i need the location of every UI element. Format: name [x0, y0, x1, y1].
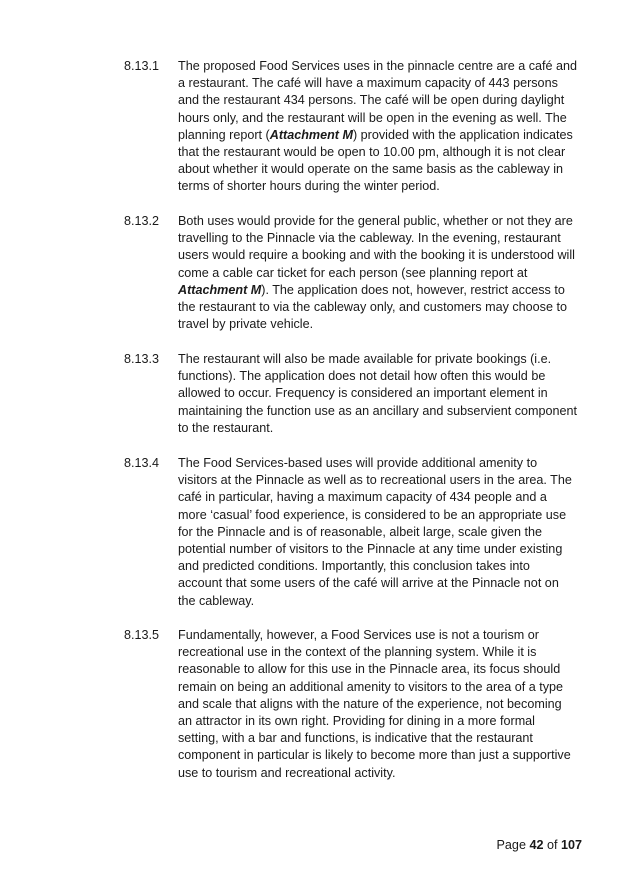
text-line: that the restaurant would be open to 10.00 pm, although it is not clear: [178, 145, 566, 160]
text-line: account that some users of the café will arrive at the Pinnacle not on: [178, 576, 559, 591]
text-line: the cableway.: [178, 593, 255, 608]
text-line: setting, with a bar and functions, is indicative that the restaurant: [178, 731, 533, 746]
text-line: use to tourism and recreational activity.: [178, 765, 396, 780]
text-line: component in particular is likely to become more than just a supportive: [178, 748, 571, 763]
text-line: functions). The application does not detail how often this would be: [178, 369, 546, 384]
text-line: come a cable car ticket for each person (see planning report at: [178, 265, 528, 280]
text-line: users would require a booking and with the booking it is understood will: [178, 248, 575, 263]
page-label: Page: [496, 838, 530, 852]
text-line: hours only, and the restaurant will be open in the evening as well. The: [178, 110, 567, 125]
text-line: a restaurant. The café will have a maximum capacity of 443 persons: [178, 76, 558, 91]
text-line: The restaurant will also be made available for private bookings (i.e.: [178, 352, 552, 366]
text-line: travelling to the Pinnacle via the cableway. In the evening, restaurant: [178, 231, 561, 246]
text-line: reasonable to allow for this use in the Pinnacle area, its focus should: [178, 662, 561, 677]
paragraph-number: 8.13.1: [124, 59, 160, 73]
paragraph-text: [178, 58, 578, 196]
text-line: potential number of visitors to the Pinnacle at any time under existing: [178, 542, 563, 557]
paragraph-text: [178, 351, 578, 437]
text-line: Fundamentally, however, a Food Services use is not a tourism or: [178, 628, 539, 642]
text-line: and predicted conditions. Importantly, this conclusion takes into: [178, 559, 530, 574]
paragraph-number: 8.13.3: [124, 352, 160, 366]
text-line: more ‘casual’ food experience, is considered to be an appropriate use: [178, 507, 567, 522]
total-pages: 107: [560, 838, 582, 852]
paragraph-text: [178, 455, 578, 610]
paragraph-number: 8.13.5: [124, 628, 160, 642]
page-number: 42: [529, 838, 544, 852]
text-line: and scale that aligns with the nature of the experience, not becoming: [178, 696, 562, 711]
text-line: The proposed Food Services uses in the pinnacle centre are a café and: [178, 59, 578, 73]
text-line: travel by private vehicle.: [178, 317, 314, 332]
attachment-reference: Attachment M: [178, 282, 262, 297]
text-line: for the Pinnacle and is of reasonable, albeit large, scale given the: [178, 524, 543, 539]
text-line: Attachment M). The application does not, however, restrict access to: [178, 282, 565, 297]
text-line: visitors at the Pinnacle as well as to recreational users in the area. The: [178, 473, 572, 488]
text-line: about whether it would operate on the same basis as the cableway in: [178, 162, 564, 177]
text-line: an attractor in its own right. Providing for dining in a more formal: [178, 714, 535, 729]
text-line: remain on being an additional amenity to visitors to the area of a type: [178, 679, 564, 694]
text-line: recreational use in the context of the planning system. While it is: [178, 645, 537, 660]
text-line: Both uses would provide for the general public, whether or not they are: [178, 214, 573, 228]
text-line: the restaurant to via the cableway only, and customers may choose to: [178, 300, 567, 315]
of-label: of: [543, 838, 561, 852]
paragraph-text: [178, 213, 578, 333]
paragraph-number: 8.13.4: [124, 456, 160, 470]
text-line: terms of shorter hours during the winter period.: [178, 179, 440, 194]
page-number-footer: [497, 837, 582, 853]
text-line: to the restaurant.: [178, 420, 274, 435]
paragraph-text: [178, 627, 578, 782]
attachment-reference: Attachment M: [269, 127, 353, 142]
text-line: planning report (Attachment M) provided with the application indicates: [178, 127, 573, 142]
text-line: The Food Services-based uses will provide additional amenity to: [178, 456, 538, 470]
text-line: allowed to occur. Frequency is considered an important element in: [178, 386, 548, 401]
text-line: maintaining the function use as an ancillary and subservient component: [178, 403, 578, 418]
text-line: and the restaurant 434 persons. The café will be open during daylight: [178, 93, 565, 108]
paragraph-number: 8.13.2: [124, 214, 160, 228]
text-line: café in particular, having a maximum capacity of 434 people and a: [178, 490, 547, 505]
